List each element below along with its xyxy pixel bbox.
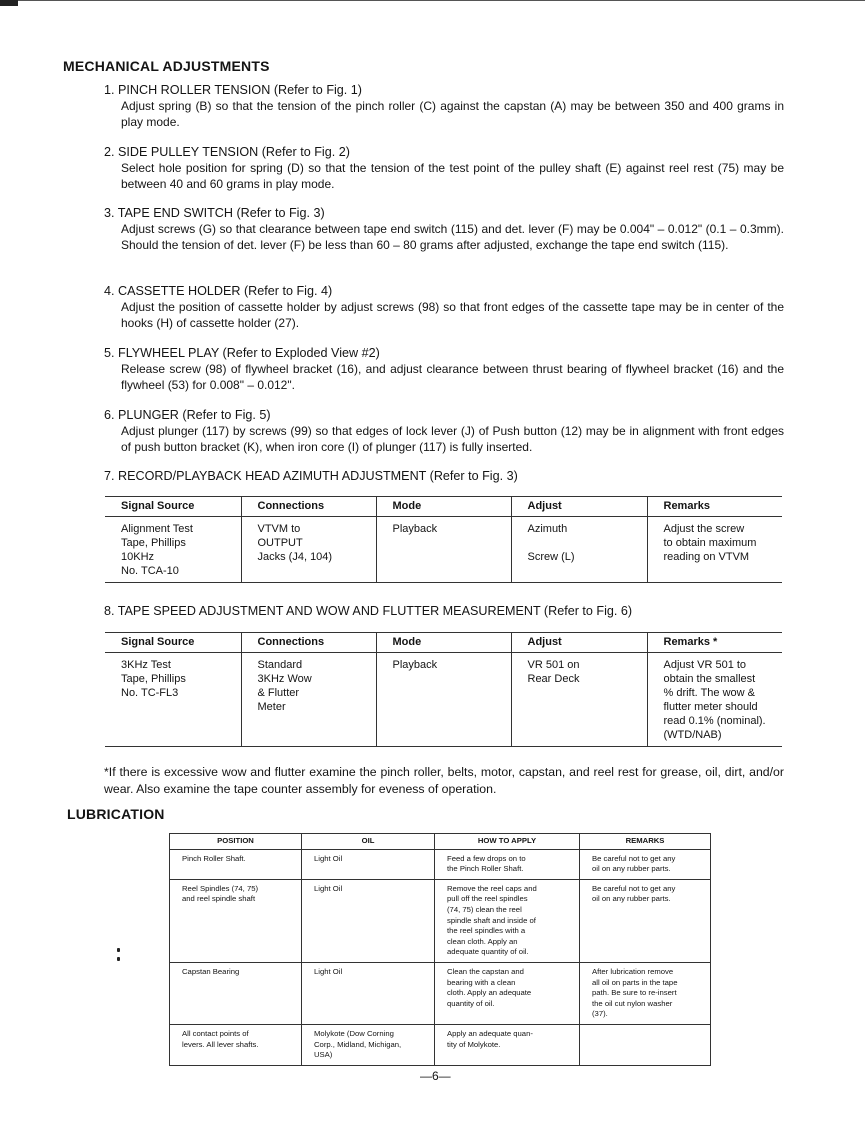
azimuth-adjustment-title <box>104 468 784 484</box>
adjustment-item-5 <box>104 345 784 393</box>
cell-line: and reel spindle shaft <box>182 894 256 904</box>
header-mode: Mode <box>376 633 511 653</box>
cell-line: Rear Deck <box>527 673 580 685</box>
cell-line: bearing with a clean <box>447 977 516 987</box>
adjustment-title: 5. FLYWHEEL PLAY (Refer to Exploded View #2) <box>104 346 380 360</box>
cell-remarks <box>580 962 711 1024</box>
cell-line: levers. All lever shafts. <box>182 1039 259 1049</box>
cell-line: Tape, Phillips <box>121 673 186 685</box>
cell-line: Corp., Midland, Michigan, <box>314 1039 402 1049</box>
adjustment-body: Select hole position for spring (D) so that the tension of the test point of the pulley shaft (E) against reel rest (75) may be between 40 and 60 grams in play mode. <box>121 161 784 191</box>
cell-line: Remove the reel caps and <box>447 883 537 893</box>
cell-position <box>170 962 302 1024</box>
cell-line: obtain the smallest <box>663 673 756 685</box>
cell-oil <box>302 1024 435 1065</box>
lubrication-table <box>169 833 711 1066</box>
cell-remarks <box>580 849 711 879</box>
cell-how-to-apply <box>435 1024 580 1065</box>
header-remarks: REMARKS <box>580 834 711 850</box>
cell-oil <box>302 962 435 1024</box>
cell-position <box>170 879 302 962</box>
cell-line: the Pinch Roller Shaft. <box>447 864 524 874</box>
adjustment-body: Adjust screws (G) so that clearance between tape end switch (115) and det. lever (F) may be 0.004" – 0.012" (0.1 – 0.3mm). Should the tension of det. lever (F) be less than 60 – 80 grams after adjusted, exchange the tape end switch (115). <box>121 222 784 252</box>
cell-remarks <box>580 879 711 962</box>
cell-line: VTVM to <box>257 523 301 535</box>
adjustment-item-4 <box>104 283 784 331</box>
cell-line: 3KHz Test <box>121 659 171 671</box>
header-connections: Connections <box>241 633 376 653</box>
lubrication-heading: LUBRICATION <box>67 806 165 822</box>
cell-line: Be careful not to get any <box>592 883 676 893</box>
cell-line: After lubrication remove <box>592 966 674 976</box>
cell-line: oil on any rubber parts. <box>592 864 671 874</box>
adjustment-title: 3. TAPE END SWITCH (Refer to Fig. 3) <box>104 206 325 220</box>
header-adjust: Adjust <box>511 497 647 517</box>
cell-line: Pinch Roller Shaft. <box>182 853 246 863</box>
cell-line: tity of Molykote. <box>447 1039 501 1049</box>
cell-how-to-apply <box>435 879 580 962</box>
cell-mode <box>376 517 511 583</box>
cell-line: Meter <box>257 701 286 713</box>
cell-line: No. TCA-10 <box>121 565 179 577</box>
tape-speed-adjustment-title <box>104 603 784 619</box>
header-signal-source: Signal Source <box>105 497 241 517</box>
cell-line: Light Oil <box>314 853 343 863</box>
cell-line: the reel spindles with a <box>447 926 526 936</box>
cell-line: Jacks (J4, 104) <box>257 551 333 563</box>
cell-line: flutter meter should <box>663 701 758 713</box>
cell-line: Standard <box>257 659 303 671</box>
cell-line: No. TC-FL3 <box>121 687 179 699</box>
table-header-row <box>105 497 782 517</box>
adjustment-item-2 <box>104 144 784 192</box>
cell-line: all oil on parts in the tape <box>592 977 678 987</box>
cell-line: VR 501 on <box>527 659 580 671</box>
wow-flutter-note: *If there is excessive wow and flutter examine the pinch roller, belts, motor, capstan, and reel rest for grease, oil, dirt, and/or wear. Also examine the tape counter assembly for eveness of operation. <box>104 765 784 796</box>
adjustment-title: 7. RECORD/PLAYBACK HEAD AZIMUTH ADJUSTMENT (Refer to Fig. 3) <box>104 469 518 483</box>
cell-line: quantity of oil. <box>447 998 495 1008</box>
cell-line: 10KHz <box>121 551 155 563</box>
cell-connections <box>241 517 376 583</box>
adjustment-title: 4. CASSETTE HOLDER (Refer to Fig. 4) <box>104 284 333 298</box>
header-oil: OIL <box>302 834 435 850</box>
cell-how-to-apply <box>435 962 580 1024</box>
cell-adjust <box>511 517 647 583</box>
adjustment-title: 2. SIDE PULLEY TENSION (Refer to Fig. 2) <box>104 145 350 159</box>
adjustment-body: Adjust plunger (117) by screws (99) so that edges of lock lever (J) of Push button (12) may be in alignment with front edges of push button bracket (K), when iron core (I) of plunger (117) is fully inserted. <box>121 424 784 454</box>
cell-line: Playback <box>392 523 438 535</box>
cell-line: the oil cut nylon washer <box>592 998 673 1008</box>
cell-line: reading on VTVM <box>663 551 750 563</box>
cell-line: Capstan Bearing <box>182 966 240 976</box>
adjustment-body: Adjust the position of cassette holder by adjust screws (98) so that front edges of the cassette tape may be in center of the hooks (H) of cassette holder (27). <box>121 300 784 330</box>
table-row <box>170 849 711 879</box>
cell-remarks <box>647 653 782 747</box>
cell-line: (WTD/NAB) <box>663 729 722 741</box>
cell-line: OUTPUT <box>257 537 303 549</box>
cell-line: All contact points of <box>182 1028 249 1038</box>
cell-line: adequate quantity of oil. <box>447 947 529 957</box>
cell-line: cloth. Apply an adequate <box>447 988 532 998</box>
adjustment-title: 1. PINCH ROLLER TENSION (Refer to Fig. 1) <box>104 83 363 97</box>
cell-line <box>528 536 643 550</box>
cell-adjust <box>511 653 647 747</box>
cell-mode <box>376 653 511 747</box>
cell-oil <box>302 879 435 962</box>
cell-line: Feed a few drops on to <box>447 853 526 863</box>
cell-line: Light Oil <box>314 883 343 893</box>
cell-line: Screw (L) <box>527 551 575 563</box>
cell-line: Azimuth <box>527 523 568 535</box>
header-remarks: Remarks * <box>647 633 782 653</box>
table-row <box>170 1024 711 1065</box>
cell-line: Molykote (Dow Corning <box>314 1028 394 1038</box>
scan-speck <box>117 957 120 961</box>
header-how-to-apply: HOW TO APPLY <box>435 834 580 850</box>
tape-speed-table <box>105 632 782 747</box>
cell-line: Alignment Test <box>121 523 193 535</box>
cell-line: read 0.1% (nominal). <box>663 715 766 727</box>
cell-signal-source <box>105 653 241 747</box>
table-row <box>105 517 782 583</box>
cell-line: Light Oil <box>314 966 343 976</box>
header-remarks: Remarks <box>647 497 782 517</box>
table-row <box>105 653 782 747</box>
cell-line: 3KHz Wow <box>257 673 312 685</box>
cell-line: Apply an adequate quan- <box>447 1028 533 1038</box>
header-mode: Mode <box>376 497 511 517</box>
cell-position <box>170 849 302 879</box>
cell-line: Tape, Phillips <box>121 537 186 549</box>
cell-line: to obtain maximum <box>663 537 757 549</box>
cell-signal-source <box>105 517 241 583</box>
cell-remarks <box>580 1024 711 1065</box>
cell-line: Clean the capstan and <box>447 966 524 976</box>
cell-position <box>170 1024 302 1065</box>
adjustment-title: 8. TAPE SPEED ADJUSTMENT AND WOW AND FLUTTER MEASUREMENT (Refer to Fig. 6) <box>104 604 633 618</box>
scan-speck <box>117 948 120 952</box>
cell-remarks <box>647 517 782 583</box>
cell-line: spindle shaft and inside of <box>447 915 536 925</box>
header-signal-source: Signal Source <box>105 633 241 653</box>
table-row <box>170 962 711 1024</box>
adjustment-body: Release screw (98) of flywheel bracket (16), and adjust clearance between thrust bearing of flywheel bracket (16) and the flywheel (53) for 0.008" – 0.012". <box>121 362 784 392</box>
header-adjust: Adjust <box>511 633 647 653</box>
cell-line: (74, 75) clean the reel <box>447 904 522 914</box>
page-top-edge <box>0 0 865 1</box>
cell-oil <box>302 849 435 879</box>
cell-line: USA) <box>314 1050 333 1060</box>
corner-scan-mark <box>0 0 18 6</box>
header-connections: Connections <box>241 497 376 517</box>
azimuth-table <box>105 496 782 583</box>
cell-line: path. Be sure to re-insert <box>592 988 677 998</box>
mechanical-adjustments-heading: MECHANICAL ADJUSTMENTS <box>63 58 270 74</box>
adjustment-title: 6. PLUNGER (Refer to Fig. 5) <box>104 408 271 422</box>
cell-line: Playback <box>392 659 438 671</box>
cell-line: clean cloth. Apply an <box>447 936 518 946</box>
adjustment-item-1 <box>104 82 784 130</box>
table-header-row <box>105 633 782 653</box>
cell-connections <box>241 653 376 747</box>
cell-line: (37). <box>592 1009 608 1019</box>
cell-line: Reel Spindles (74, 75) <box>182 883 259 893</box>
table-header-row <box>170 834 711 850</box>
cell-how-to-apply <box>435 849 580 879</box>
cell-line: Adjust the screw <box>663 523 745 535</box>
cell-line: Adjust VR 501 to <box>663 659 747 671</box>
adjustment-item-6 <box>104 407 784 455</box>
cell-line: oil on any rubber parts. <box>592 894 671 904</box>
adjustment-item-3 <box>104 205 784 253</box>
cell-line: % drift. The wow & <box>663 687 755 699</box>
table-row <box>170 879 711 962</box>
cell-line: & Flutter <box>257 687 300 699</box>
adjustment-body: Adjust spring (B) so that the tension of the pinch roller (C) against the capstan (A) may be between 350 and 400 grams in play mode. <box>121 99 784 129</box>
cell-line: Be careful not to get any <box>592 853 676 863</box>
header-position: POSITION <box>170 834 302 850</box>
page-number: —6— <box>420 1069 451 1083</box>
cell-line: pull off the reel spindles <box>447 894 528 904</box>
